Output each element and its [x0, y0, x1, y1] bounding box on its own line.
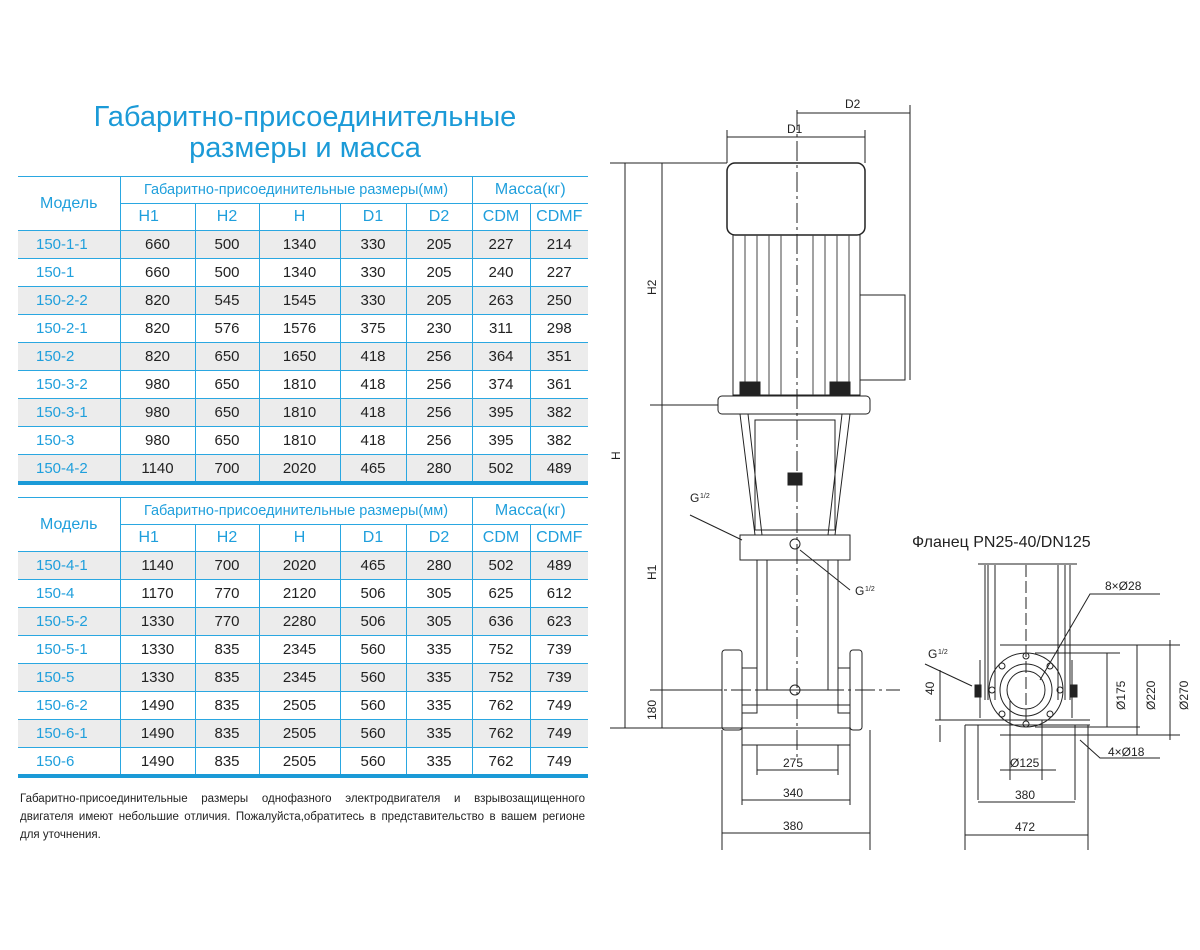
label-g-left: G	[690, 491, 700, 505]
value-cell: 1340	[259, 231, 340, 259]
value-cell: 835	[195, 692, 259, 720]
label-472: 472	[1015, 820, 1036, 834]
value-cell: 335	[406, 692, 472, 720]
label-d175: Ø175	[1114, 680, 1128, 710]
value-cell: 560	[340, 720, 406, 748]
value-cell: 2120	[259, 580, 340, 608]
value-cell: 418	[340, 427, 406, 455]
value-cell: 623	[530, 608, 588, 636]
value-cell: 335	[406, 748, 472, 777]
value-cell: 820	[120, 315, 195, 343]
value-cell: 305	[406, 608, 472, 636]
model-cell: 150-2-2	[18, 287, 120, 315]
title-line-1: Габаритно-присоединительные	[93, 101, 517, 133]
model-cell: 150-3	[18, 427, 120, 455]
header-cdm: CDM	[472, 525, 530, 552]
value-cell: 650	[195, 343, 259, 371]
value-cell: 205	[406, 287, 472, 315]
label-d220: Ø220	[1144, 680, 1158, 710]
header-cdmf: CDMF	[530, 204, 588, 231]
footnote: Габаритно-присоединительные размеры однофазного электродвигателя и взрывозащищенного двигателя имеют небольшие отличия. Пожалуйста,обратитесь в представительство в вашем регионе для уточнения.	[20, 793, 585, 841]
label-8x28: 8×Ø28	[1105, 579, 1142, 593]
model-cell: 150-4	[18, 580, 120, 608]
value-cell: 489	[530, 455, 588, 484]
label-h2: H2	[645, 279, 659, 295]
value-cell: 560	[340, 636, 406, 664]
value-cell: 256	[406, 343, 472, 371]
value-cell: 749	[530, 692, 588, 720]
header-model: Модель	[18, 177, 120, 231]
value-cell: 351	[530, 343, 588, 371]
value-cell: 500	[195, 231, 259, 259]
value-cell: 1490	[120, 720, 195, 748]
label-g-left-fraction: 1/2	[700, 493, 710, 500]
label-flange-g-fraction: 1/2	[938, 649, 948, 656]
pump-stack	[722, 560, 865, 745]
value-cell: 560	[340, 748, 406, 777]
header-dimensions: Габаритно-присоединительные размеры(мм)	[120, 498, 472, 525]
label-d2: D2	[845, 97, 861, 111]
header-mass: Масса(кг)	[472, 498, 588, 525]
value-cell: 227	[530, 259, 588, 287]
value-cell: 418	[340, 343, 406, 371]
value-cell: 256	[406, 399, 472, 427]
value-cell: 250	[530, 287, 588, 315]
header-h1: H1	[120, 525, 195, 552]
value-cell: 1330	[120, 608, 195, 636]
header-d1: D1	[340, 525, 406, 552]
value-cell: 1330	[120, 636, 195, 664]
value-cell: 650	[195, 371, 259, 399]
value-cell: 395	[472, 427, 530, 455]
value-cell: 240	[472, 259, 530, 287]
label-flange-g: G	[928, 647, 938, 661]
value-cell: 770	[195, 580, 259, 608]
value-cell: 256	[406, 427, 472, 455]
value-cell: 700	[195, 552, 259, 580]
value-cell: 330	[340, 231, 406, 259]
model-cell: 150-1	[18, 259, 120, 287]
value-cell: 762	[472, 720, 530, 748]
value-cell: 625	[472, 580, 530, 608]
value-cell: 1490	[120, 748, 195, 777]
value-cell: 214	[530, 231, 588, 259]
value-cell: 770	[195, 608, 259, 636]
value-cell: 364	[472, 343, 530, 371]
value-cell: 205	[406, 259, 472, 287]
header-d1: D1	[340, 204, 406, 231]
header-h: H	[259, 525, 340, 552]
value-cell: 418	[340, 371, 406, 399]
value-cell: 330	[340, 287, 406, 315]
lantern-bracket	[718, 396, 870, 560]
value-cell: 280	[406, 552, 472, 580]
value-cell: 395	[472, 399, 530, 427]
value-cell: 1170	[120, 580, 195, 608]
value-cell: 752	[472, 664, 530, 692]
value-cell: 576	[195, 315, 259, 343]
value-cell: 650	[195, 399, 259, 427]
label-d125: Ø125	[1010, 756, 1040, 770]
value-cell: 500	[195, 259, 259, 287]
header-h2: H2	[195, 525, 259, 552]
value-cell: 2345	[259, 636, 340, 664]
value-cell: 762	[472, 692, 530, 720]
value-cell: 820	[120, 343, 195, 371]
value-cell: 1650	[259, 343, 340, 371]
value-cell: 263	[472, 287, 530, 315]
value-cell: 335	[406, 636, 472, 664]
value-cell: 335	[406, 664, 472, 692]
value-cell: 330	[340, 259, 406, 287]
model-cell: 150-5-2	[18, 608, 120, 636]
value-cell: 820	[120, 287, 195, 315]
header-h1: H1	[120, 204, 195, 231]
value-cell: 749	[530, 748, 588, 777]
value-cell: 2020	[259, 552, 340, 580]
model-cell: 150-3-2	[18, 371, 120, 399]
label-g-right-fraction: 1/2	[865, 586, 875, 593]
model-cell: 150-5	[18, 664, 120, 692]
value-cell: 835	[195, 636, 259, 664]
value-cell: 1330	[120, 664, 195, 692]
label-340: 340	[783, 786, 804, 800]
value-cell: 230	[406, 315, 472, 343]
value-cell: 506	[340, 608, 406, 636]
value-cell: 749	[530, 720, 588, 748]
value-cell: 465	[340, 552, 406, 580]
label-h: H	[609, 451, 623, 460]
value-cell: 1340	[259, 259, 340, 287]
value-cell: 980	[120, 371, 195, 399]
label-275: 275	[783, 756, 804, 770]
model-cell: 150-5-1	[18, 636, 120, 664]
value-cell: 1576	[259, 315, 340, 343]
header-dimensions: Габаритно-присоединительные размеры(мм)	[120, 177, 472, 204]
value-cell: 650	[195, 427, 259, 455]
value-cell: 835	[195, 748, 259, 777]
value-cell: 762	[472, 748, 530, 777]
value-cell: 502	[472, 455, 530, 484]
value-cell: 560	[340, 692, 406, 720]
value-cell: 298	[530, 315, 588, 343]
value-cell: 660	[120, 231, 195, 259]
label-40: 40	[923, 681, 937, 695]
value-cell: 382	[530, 427, 588, 455]
label-4x18: 4×Ø18	[1108, 745, 1145, 759]
value-cell: 506	[340, 580, 406, 608]
value-cell: 361	[530, 371, 588, 399]
value-cell: 1140	[120, 455, 195, 484]
model-cell: 150-6-2	[18, 692, 120, 720]
label-flange-380: 380	[1015, 788, 1036, 802]
value-cell: 1810	[259, 427, 340, 455]
header-d2: D2	[406, 204, 472, 231]
value-cell: 636	[472, 608, 530, 636]
value-cell: 305	[406, 580, 472, 608]
model-cell: 150-2	[18, 343, 120, 371]
value-cell: 835	[195, 664, 259, 692]
value-cell: 2505	[259, 748, 340, 777]
label-380: 380	[783, 819, 804, 833]
value-cell: 1140	[120, 552, 195, 580]
value-cell: 612	[530, 580, 588, 608]
value-cell: 2020	[259, 455, 340, 484]
value-cell: 700	[195, 455, 259, 484]
header-d2: D2	[406, 525, 472, 552]
value-cell: 835	[195, 720, 259, 748]
value-cell: 980	[120, 399, 195, 427]
value-cell: 1810	[259, 371, 340, 399]
value-cell: 1810	[259, 399, 340, 427]
value-cell: 489	[530, 552, 588, 580]
value-cell: 382	[530, 399, 588, 427]
value-cell: 660	[120, 259, 195, 287]
model-cell: 150-1-1	[18, 231, 120, 259]
value-cell: 2280	[259, 608, 340, 636]
value-cell: 205	[406, 231, 472, 259]
header-cdm: CDM	[472, 204, 530, 231]
model-cell: 150-6	[18, 748, 120, 777]
value-cell: 335	[406, 720, 472, 748]
value-cell: 256	[406, 371, 472, 399]
value-cell: 374	[472, 371, 530, 399]
header-h: H	[259, 204, 340, 231]
value-cell: 560	[340, 664, 406, 692]
title-line-2: размеры и масса	[189, 132, 421, 164]
value-cell: 418	[340, 399, 406, 427]
value-cell: 311	[472, 315, 530, 343]
value-cell: 739	[530, 636, 588, 664]
label-d270: Ø270	[1177, 680, 1191, 710]
value-cell: 2505	[259, 692, 340, 720]
flange-drawing	[912, 534, 1191, 850]
value-cell: 502	[472, 552, 530, 580]
value-cell: 465	[340, 455, 406, 484]
value-cell: 739	[530, 664, 588, 692]
model-cell: 150-4-2	[18, 455, 120, 484]
motor	[727, 163, 905, 396]
label-g-right: G	[855, 584, 865, 598]
value-cell: 980	[120, 427, 195, 455]
header-model: Модель	[18, 498, 120, 552]
value-cell: 375	[340, 315, 406, 343]
label-180: 180	[645, 699, 659, 720]
value-cell: 545	[195, 287, 259, 315]
header-cdmf: CDMF	[530, 525, 588, 552]
header-mass: Масса(кг)	[472, 177, 588, 204]
flange-title: Фланец PN25-40/DN125	[912, 534, 1091, 551]
value-cell: 1490	[120, 692, 195, 720]
label-d1: D1	[787, 122, 803, 136]
model-cell: 150-4-1	[18, 552, 120, 580]
value-cell: 2505	[259, 720, 340, 748]
label-h1: H1	[645, 564, 659, 580]
model-cell: 150-2-1	[18, 315, 120, 343]
value-cell: 2345	[259, 664, 340, 692]
value-cell: 280	[406, 455, 472, 484]
model-cell: 150-3-1	[18, 399, 120, 427]
model-cell: 150-6-1	[18, 720, 120, 748]
header-h2: H2	[195, 204, 259, 231]
value-cell: 752	[472, 636, 530, 664]
value-cell: 227	[472, 231, 530, 259]
value-cell: 1545	[259, 287, 340, 315]
